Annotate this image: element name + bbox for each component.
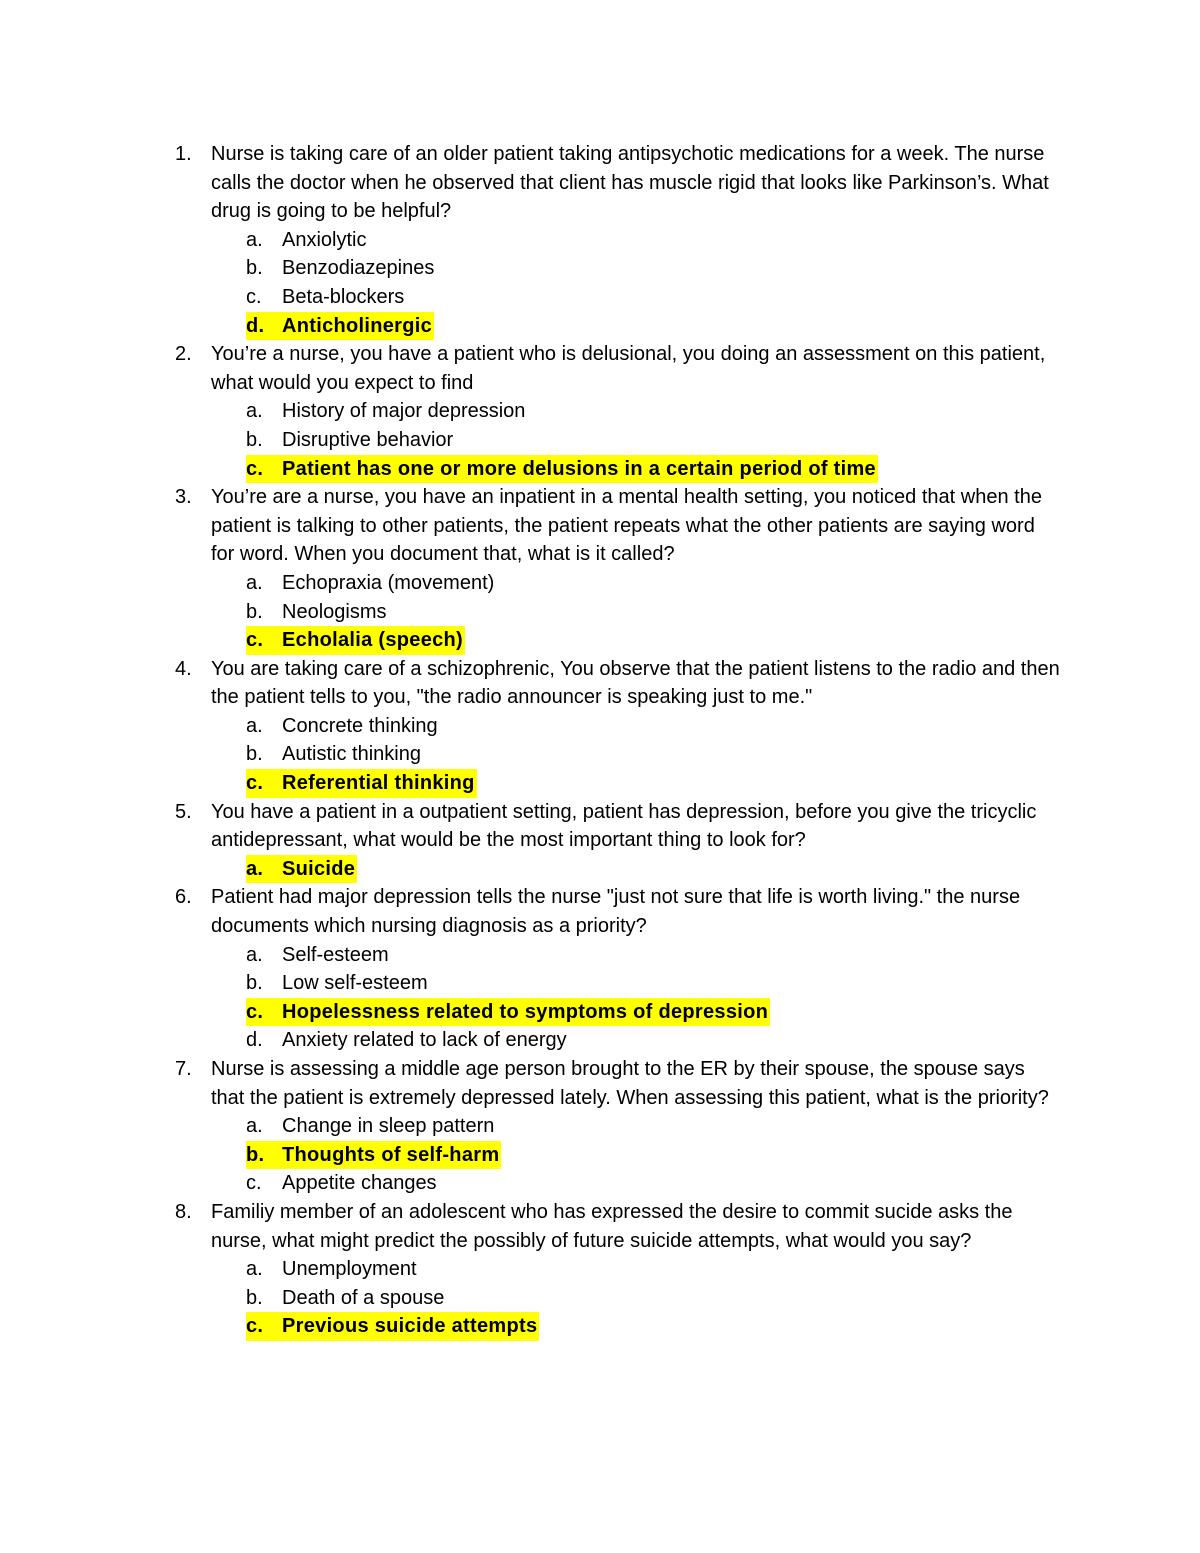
question-stem — [0, 140, 1061, 226]
choice-content — [246, 969, 430, 998]
choice-content — [246, 598, 388, 627]
question-stem — [0, 798, 1061, 855]
choice-letter: a. — [246, 943, 263, 966]
answer-choice — [0, 397, 1200, 426]
choice-text: Anxiolytic — [282, 228, 367, 251]
answer-choice — [0, 254, 1200, 283]
choice-content — [246, 941, 391, 970]
choice-content — [246, 397, 527, 426]
question-text: Patient had major depression tells the nurse "just not sure that life is worth living." the nurse documents which nursing diagnosis as a priority? — [211, 886, 1021, 938]
choice-letter: c. — [246, 457, 264, 480]
question-5 — [0, 798, 1200, 884]
answer-choice — [0, 941, 1200, 970]
document-page — [0, 140, 1200, 1341]
choice-text: Neologisms — [282, 600, 387, 623]
answer-choice-correct — [0, 1141, 1200, 1170]
question-4 — [0, 655, 1200, 798]
question-text: Nurse is taking care of an older patient taking antipsychotic medications for a week. The nurse calls the doctor when he observed that client has muscle rigid that looks like Parkinson’s. What drug is going to be helpful? — [211, 143, 1049, 223]
choice-letter: c. — [246, 1315, 264, 1338]
question-number: 5. — [175, 800, 192, 823]
question-stem — [0, 655, 1061, 712]
choice-letter: c. — [246, 772, 264, 795]
choice-text: Self-esteem — [282, 943, 389, 966]
question-3 — [0, 483, 1200, 655]
highlighted-answer — [246, 626, 465, 655]
question-7 — [0, 1055, 1200, 1198]
question-1 — [0, 140, 1200, 340]
highlighted-answer — [246, 769, 477, 798]
choice-letter: b. — [246, 257, 263, 280]
question-stem — [0, 340, 1061, 397]
choice-text: Low self-esteem — [282, 972, 428, 995]
choice-text: Echolalia (speech) — [282, 629, 464, 652]
choice-text: Concrete thinking — [282, 714, 438, 737]
question-number: 6. — [175, 886, 192, 909]
highlighted-answer — [246, 855, 357, 884]
choice-letter: b. — [246, 1143, 265, 1166]
choice-content — [246, 1255, 419, 1284]
question-number: 1. — [175, 143, 192, 165]
question-number: 2. — [175, 343, 192, 366]
choice-text: Echopraxia (movement) — [282, 571, 495, 594]
choice-text: Unemployment — [282, 1258, 417, 1281]
choice-content — [246, 226, 368, 255]
answer-choice — [0, 1112, 1200, 1141]
answer-choice — [0, 426, 1200, 455]
choice-letter: a. — [246, 1258, 263, 1281]
question-stem — [0, 483, 1061, 569]
question-2 — [0, 340, 1200, 483]
choice-text: History of major depression — [282, 400, 526, 423]
answer-choice-correct — [0, 1312, 1200, 1341]
question-text: You’re are a nurse, you have an inpatient in a mental health setting, you noticed that when the patient is talking to other patients, the patient repeats what the other patients are saying word for word. When you document that, what is it called? — [211, 486, 1042, 566]
choice-letter: c. — [246, 285, 262, 308]
choice-text: Change in sleep pattern — [282, 1115, 495, 1138]
question-text: You are taking care of a schizophrenic, You observe that the patient listens to the radio and then the patient tells to you, "the radio announcer is speaking just to me." — [211, 657, 1060, 709]
choice-text: Suicide — [282, 857, 356, 880]
highlighted-answer — [246, 1312, 539, 1341]
choice-letter: a. — [246, 1115, 263, 1138]
answer-choice-correct — [0, 769, 1200, 798]
question-6 — [0, 883, 1200, 1055]
choice-text: Anticholinergic — [282, 314, 433, 337]
question-text: You’re a nurse, you have a patient who is delusional, you doing an assessment on this patient, what would you expect to find — [211, 343, 1046, 394]
choice-text: Appetite changes — [282, 1172, 437, 1195]
question-number: 7. — [175, 1058, 192, 1080]
choice-text: Disruptive behavior — [282, 428, 454, 451]
answer-choice — [0, 740, 1200, 769]
choice-text: Referential thinking — [282, 772, 475, 795]
choice-content — [246, 283, 406, 312]
answer-choice-correct — [0, 626, 1200, 655]
choice-letter: c. — [246, 1000, 264, 1023]
question-number: 3. — [175, 486, 192, 509]
choice-letter: a. — [246, 857, 264, 880]
highlighted-answer — [246, 1141, 501, 1170]
choice-letter: b. — [246, 743, 263, 766]
answer-choice — [0, 712, 1200, 741]
question-text: You have a patient in a outpatient setting, patient has depression, before you give the tricyclic antidepressant, what would be the most important thing to look for? — [211, 800, 1037, 852]
choice-content — [246, 254, 436, 283]
question-number: 8. — [175, 1200, 192, 1223]
answer-choice — [0, 569, 1200, 598]
answer-choice — [0, 1255, 1200, 1284]
choice-content — [246, 740, 423, 769]
choice-text: Benzodiazepines — [282, 257, 435, 280]
choice-letter: d. — [246, 314, 265, 337]
highlighted-answer — [246, 455, 878, 484]
choice-content — [246, 712, 440, 741]
answer-choice — [0, 1026, 1200, 1055]
choice-content — [246, 569, 496, 598]
answer-choice-correct — [0, 998, 1200, 1027]
choice-text: Anxiety related to lack of energy — [282, 1029, 567, 1052]
choice-letter: b. — [246, 1286, 263, 1309]
choice-letter: a. — [246, 714, 263, 737]
question-stem — [0, 883, 1061, 940]
choice-text: Patient has one or more delusions in a certain period of time — [282, 457, 876, 480]
highlighted-answer — [246, 312, 434, 341]
choice-letter: b. — [246, 600, 263, 623]
question-stem — [0, 1198, 1061, 1255]
choice-letter: a. — [246, 571, 263, 594]
choice-text: Previous suicide attempts — [282, 1315, 538, 1338]
choice-text: Thoughts of self-harm — [282, 1143, 500, 1166]
choice-letter: b. — [246, 972, 263, 995]
question-8 — [0, 1198, 1200, 1341]
answer-choice-correct — [0, 312, 1200, 341]
question-text: Familiy member of an adolescent who has expressed the desire to commit sucide asks the nurse, what might predict the possibly of future suicide attempts, what would you say? — [211, 1200, 1013, 1252]
choice-letter: d. — [246, 1029, 263, 1052]
choice-letter: c. — [246, 629, 264, 652]
choice-content — [246, 426, 455, 455]
answer-choice — [0, 1284, 1200, 1313]
answer-choice — [0, 283, 1200, 312]
choice-text: Death of a spouse — [282, 1286, 445, 1309]
choice-text: Beta-blockers — [282, 285, 405, 308]
choice-content — [246, 1112, 496, 1141]
choice-letter: a. — [246, 400, 263, 423]
answer-choice-correct — [0, 855, 1200, 884]
choice-letter: c. — [246, 1172, 262, 1195]
question-number: 4. — [175, 657, 192, 680]
question-stem — [0, 1055, 1061, 1112]
answer-choice — [0, 226, 1200, 255]
choice-text: Hopelessness related to symptoms of depression — [282, 1000, 769, 1023]
choice-letter: b. — [246, 428, 263, 451]
choice-content — [246, 1284, 446, 1313]
answer-choice — [0, 969, 1200, 998]
answer-choice — [0, 598, 1200, 627]
question-text: Nurse is assessing a middle age person brought to the ER by their spouse, the spouse says that the patient is extremely depressed lately. When assessing this patient, what is the priority? — [211, 1058, 1049, 1109]
choice-content — [246, 1169, 439, 1198]
choice-text: Autistic thinking — [282, 743, 421, 766]
choice-letter: a. — [246, 228, 263, 251]
highlighted-answer — [246, 998, 770, 1027]
answer-choice — [0, 1169, 1200, 1198]
answer-choice-correct — [0, 455, 1200, 484]
choice-content — [246, 1026, 569, 1055]
